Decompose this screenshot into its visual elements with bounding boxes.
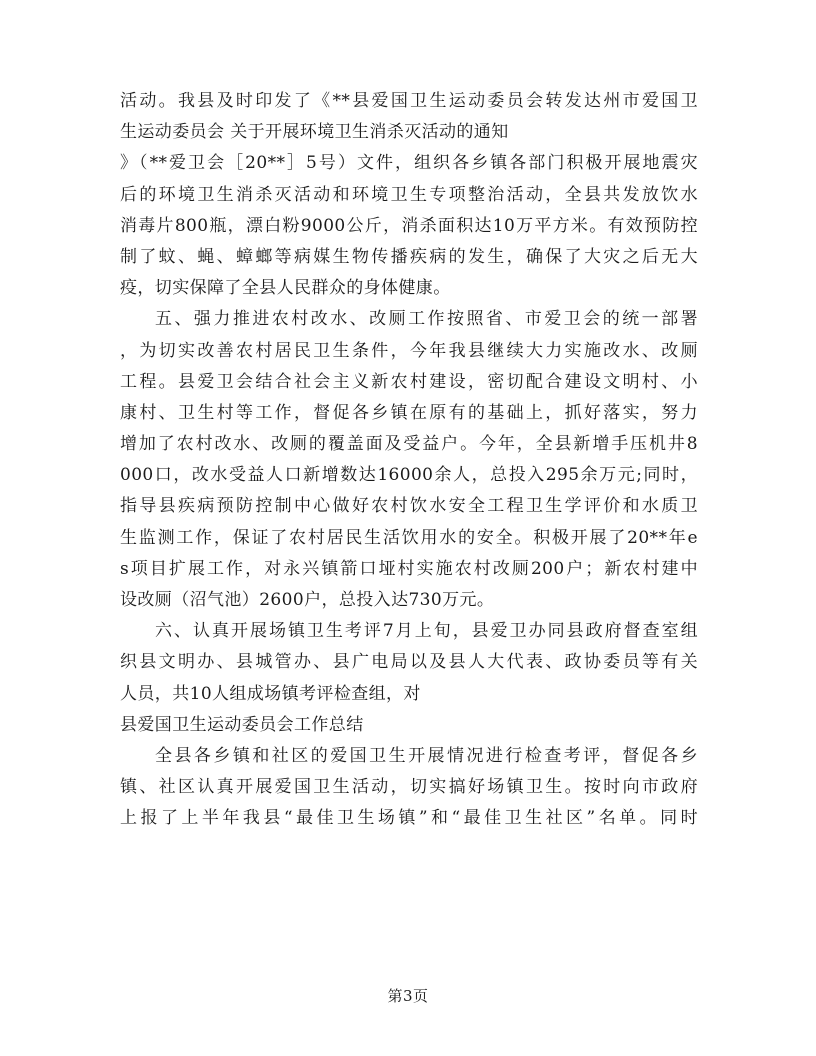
text-line: 指导县疾病预防控制中心做好农村饮水安全工程卫生学评价和水质卫 [120, 496, 698, 517]
text-line: 织县文明办、县城管办、县广电局以及县人大代表、政协委员等有关 [120, 652, 698, 673]
text-line: 生运动委员会 关于开展环境卫生消杀灭活动的通知 [120, 122, 509, 143]
text-line: 消毒片800瓶，漂白粉9000公斤，消杀面积达10万平方米。有效预防控 [120, 215, 698, 236]
text-line: 后的环境卫生消杀灭活动和环境卫生专项整治活动，全县共发放饮水 [120, 184, 698, 205]
text-line: 生监测工作，保证了农村居民生活饮用水的安全。积极开展了20**年e [120, 527, 698, 548]
text-line: 五、强力推进农村改水、改厕工作按照省、市爱卫会的统一部署 [155, 309, 698, 330]
text-line: 增加了农村改水、改厕的覆盖面及受益户。今年，全县新增手压机井8 [120, 434, 698, 455]
text-line: 六、认真开展场镇卫生考评7月上旬，县爱卫办同县政府督查室组 [155, 621, 698, 642]
text-line: 000口，改水受益人口新增数达16000余人，总投入295余万元;同时， [120, 465, 698, 486]
text-line: 人员，共10人组成场镇考评检查组，对 [120, 683, 421, 704]
text-line: 疫，切实保障了全县人民群众的身体健康。 [120, 278, 451, 299]
text-line: 活动。我县及时印发了《**县爱国卫生运动委员会转发达州市爱国卫 [120, 91, 698, 111]
page-number: 第3页 [387, 987, 429, 1005]
text-line: 工程。县爱卫会结合社会主义新农村建设，密切配合建设文明村、小 [120, 371, 698, 392]
text-line: 设改厕（沼气池）2600户，总投入达730万元。 [120, 590, 495, 610]
text-line: 上报了上半年我县“最佳卫生场镇”和“最佳卫生社区”名单。同时 [120, 808, 698, 829]
document-body [120, 86, 698, 835]
text-line: 康村、卫生村等工作，督促各乡镇在原有的基础上，抓好落实，努力 [120, 402, 698, 423]
text-line: 全县各乡镇和社区的爱国卫生开展情况进行检查考评，督促各乡 [155, 745, 698, 766]
text-line: s项目扩展工作，对永兴镇箭口垭村实施农村改厕200户；新农村建中 [120, 558, 698, 579]
text-line: ，为切实改善农村居民卫生条件，今年我县继续大力实施改水、改厕 [120, 340, 698, 361]
text-line: 镇、社区认真开展爱国卫生活动，切实搞好场镇卫生。按时向市政府 [120, 777, 698, 798]
text-line: 县爱国卫生运动委员会工作总结 [120, 714, 364, 735]
text-line: 》（**爱卫会［20**］5号）文件，组织各乡镇各部门积极开展地震灾 [120, 153, 698, 174]
text-line: 制了蚊、蝇、蟑螂等病媒生物传播疾病的发生，确保了大灾之后无大 [120, 246, 698, 267]
